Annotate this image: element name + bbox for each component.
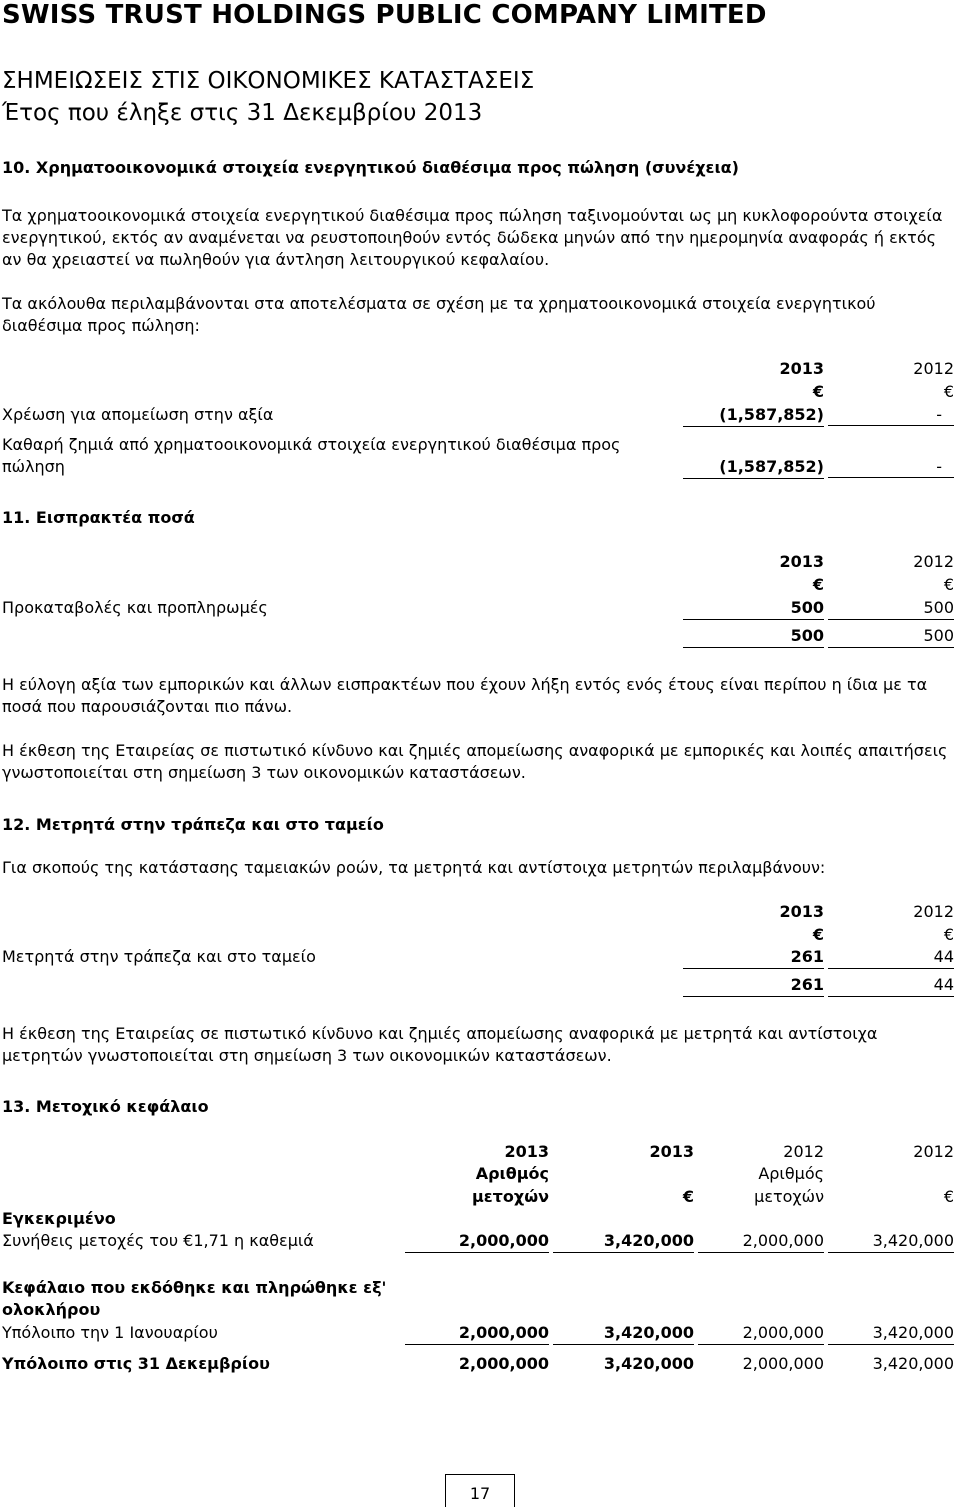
note-13-col1-shares-b: μετοχών bbox=[471, 1187, 549, 1206]
note-11-total-2012: 500 bbox=[828, 625, 954, 648]
note-11-row-prepayments-label: Προκαταβολές και προπληρωμές bbox=[2, 598, 268, 617]
note-13-col3-year: 2012 bbox=[783, 1142, 824, 1161]
note-13-closing-c4: 3,420,000 bbox=[872, 1354, 954, 1373]
note-13-issued-heading-2: ολοκλήρου bbox=[2, 1300, 101, 1319]
note-12-total-2012: 44 bbox=[828, 974, 954, 997]
note-13-opening-c4: 3,420,000 bbox=[828, 1322, 954, 1345]
note-10-row-net-loss-2013: (1,587,852) bbox=[683, 456, 824, 479]
note-13-closing-label: Υπόλοιπο στις 31 Δεκεμβρίου bbox=[2, 1354, 270, 1373]
note-13-authorised-label: Συνήθεις μετοχές του €1,71 η καθεμιά bbox=[2, 1231, 314, 1250]
note-12-row-cash-label: Μετρητά στην τράπεζα και στο ταμείο bbox=[2, 947, 316, 966]
note-13-col3-shares-b: μετοχών bbox=[754, 1187, 824, 1206]
note-13-closing-c2: 3,420,000 bbox=[603, 1354, 694, 1373]
note-12-intro: Για σκοπούς της κατάστασης ταμειακών ροών, τα μετρητά και αντίστοιχα μετρητών περιλαμβάνουν: bbox=[2, 858, 826, 877]
note-13-col1-shares-a: Αριθμός bbox=[475, 1164, 549, 1183]
note-13-authorised-c4: 3,420,000 bbox=[828, 1230, 954, 1253]
note-13-issued-heading-1: Κεφάλαιο που εκδόθηκε και πληρώθηκε εξ' bbox=[2, 1278, 387, 1297]
note-10-row-net-loss-label-2: πώληση bbox=[2, 457, 65, 476]
note-13-opening-c3: 2,000,000 bbox=[698, 1322, 824, 1345]
note-12-currency-2012: € bbox=[943, 925, 954, 944]
note-11-currency-2012: € bbox=[943, 575, 954, 594]
period-subtitle: Έτος που έληξε στις 31 Δεκεμβρίου 2013 bbox=[2, 100, 483, 126]
note-10-row-net-loss-label-1: Καθαρή ζημιά από χρηματοοικονομικά στοιχεία ενεργητικού διαθέσιμα προς bbox=[2, 435, 621, 454]
note-10-heading: 10. Χρηματοοικονομικά στοιχεία ενεργητικού διαθέσιμα προς πώληση (συνέχεια) bbox=[2, 158, 739, 177]
note-13-col3-shares-a: Αριθμός bbox=[758, 1164, 824, 1183]
note-10-row-impairment-2013: (1,587,852) bbox=[683, 404, 824, 427]
note-12-row-cash-2012: 44 bbox=[828, 946, 954, 969]
note-11-col-2012: 2012 bbox=[913, 552, 954, 571]
note-13-col2-year: 2013 bbox=[649, 1142, 694, 1161]
note-10-row-net-loss-2012: - bbox=[828, 456, 954, 478]
note-13-col4-year: 2012 bbox=[913, 1142, 954, 1161]
note-11-heading: 11. Εισπρακτέα ποσά bbox=[2, 508, 195, 527]
note-11-total-2013: 500 bbox=[683, 625, 824, 648]
note-12-paragraph-1: Η έκθεση της Εταιρείας σε πιστωτικό κίνδυνο και ζημιές απομείωσης αναφορικά με μετρητά και αντίστοιχα μετρητών γνωστοποιείται στη σημείωση 3 των οικονομικών καταστάσεων. bbox=[2, 1024, 878, 1065]
note-12-total-2013: 261 bbox=[683, 974, 824, 997]
note-13-col4-currency: € bbox=[943, 1187, 954, 1206]
note-11-currency-2013: € bbox=[812, 575, 824, 594]
note-10-row-impairment-2012: - bbox=[828, 404, 954, 426]
note-10-currency-2013: € bbox=[812, 382, 824, 401]
note-13-authorised-heading: Εγκεκριμένο bbox=[2, 1209, 116, 1228]
note-12-col-2012: 2012 bbox=[913, 902, 954, 921]
note-10-currency-2012: € bbox=[943, 382, 954, 401]
note-12-row-cash-2013: 261 bbox=[683, 946, 824, 969]
note-13-opening-label: Υπόλοιπο την 1 Ιανουαρίου bbox=[2, 1323, 218, 1342]
note-13-closing-c1: 2,000,000 bbox=[458, 1354, 549, 1373]
note-13-col1-year: 2013 bbox=[504, 1142, 549, 1161]
note-10-col-2012: 2012 bbox=[913, 359, 954, 378]
note-10-col-2013: 2013 bbox=[779, 359, 824, 378]
note-12-heading: 12. Μετρητά στην τράπεζα και στο ταμείο bbox=[2, 815, 384, 834]
note-11-paragraph-1: Η εύλογη αξία των εμπορικών και άλλων εισπρακτέων που έχουν λήξη εντός ενός έτους είναι περίπου η ίδια με τα ποσά που παρουσιάζονται πιο πάνω. bbox=[2, 675, 928, 716]
note-10-paragraph-1: Τα χρηματοοικονομικά στοιχεία ενεργητικού διαθέσιμα προς πώληση ταξινομούνται ως μη κυκλοφορούντα στοιχεία ενεργητικού, εκτός αν αναμένεται να ρευστοποιηθούν εντός δώδεκα μηνών από την ημερομηνία αναφοράς ή εκτός αν θα χρειαστεί να πωληθούν για άντληση λειτουργικού κεφαλαίου. bbox=[2, 206, 943, 269]
note-11-row-prepayments-2012: 500 bbox=[828, 597, 954, 620]
note-11-col-2013: 2013 bbox=[779, 552, 824, 571]
note-12-col-2013: 2013 bbox=[779, 902, 824, 921]
note-11-paragraph-2: Η έκθεση της Εταιρείας σε πιστωτικό κίνδυνο και ζημιές απομείωσης αναφορικά με εμπορικές και λοιπές απαιτήσεις γνωστοποιείται στη σημείωση 3 των οικονομικών καταστάσεων. bbox=[2, 741, 948, 782]
note-13-authorised-c2: 3,420,000 bbox=[553, 1230, 694, 1253]
note-10-paragraph-2: Τα ακόλουθα περιλαμβάνονται στα αποτελέσματα σε σχέση με τα χρηματοοικονομικά στοιχεία ενεργητικού διαθέσιμα προς πώληση: bbox=[2, 294, 876, 335]
page-number: 17 bbox=[469, 1484, 491, 1503]
company-name: SWISS TRUST HOLDINGS PUBLIC COMPANY LIMITED bbox=[2, 0, 767, 30]
note-13-authorised-c3: 2,000,000 bbox=[698, 1230, 824, 1253]
note-13-opening-c1: 2,000,000 bbox=[405, 1322, 549, 1345]
note-13-col2-currency: € bbox=[682, 1187, 694, 1206]
note-10-row-impairment-label: Χρέωση για απομείωση στην αξία bbox=[2, 405, 274, 424]
note-11-row-prepayments-2013: 500 bbox=[683, 597, 824, 620]
note-13-closing-c3: 2,000,000 bbox=[742, 1354, 824, 1373]
note-12-currency-2013: € bbox=[812, 925, 824, 944]
page-title: ΣΗΜΕΙΩΣΕΙΣ ΣΤΙΣ ΟΙΚΟΝΟΜΙΚΕΣ ΚΑΤΑΣΤΑΣΕΙΣ bbox=[2, 68, 535, 94]
note-13-opening-c2: 3,420,000 bbox=[553, 1322, 694, 1345]
note-13-heading: 13. Μετοχικό κεφάλαιο bbox=[2, 1097, 209, 1116]
note-13-authorised-c1: 2,000,000 bbox=[405, 1230, 549, 1253]
